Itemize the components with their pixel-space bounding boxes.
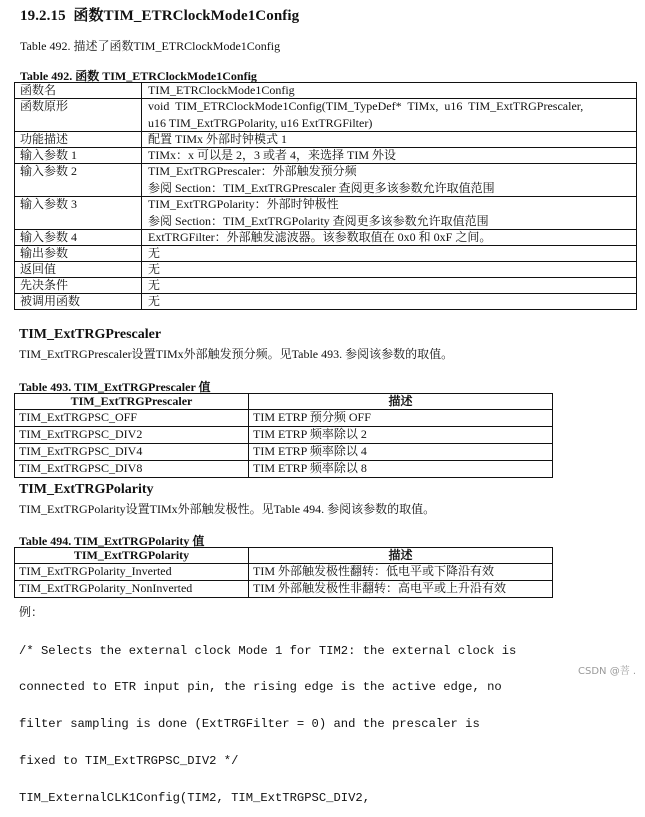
column-header: 描述 [249, 394, 553, 410]
value-name: TIM_ExtTRGPolarity_Inverted [15, 564, 249, 581]
example-label: 例： [19, 605, 44, 619]
value-name: TIM_ExtTRGPSC_DIV2 [15, 427, 249, 444]
row-key: 输入参数 1 [15, 148, 142, 164]
row-value-line: u16 TIM_ExtTRGPolarity, u16 ExtTRGFilter) [148, 116, 373, 130]
value-name: TIM_ExtTRGPSC_OFF [15, 410, 249, 427]
code-line: TIM_ExternalCLK1Config(TIM2, TIM_ExtTRGPSC_DIV2, [19, 791, 371, 806]
section-number: 19.2.15 [20, 8, 66, 24]
section-heading [20, 4, 299, 25]
value-description: TIM ETRP 频率除以 4 [249, 444, 553, 461]
code-line: /* Selects the external clock Mode 1 for TIM2: the external clock is [19, 643, 517, 658]
row-value-line: 参阅 Section：TIM_ExtTRGPolarity 查阅更多该参数允许取值范围 [148, 214, 489, 228]
row-value-line: TIM_ExtTRGPrescaler：外部触发预分频 [148, 164, 357, 178]
row-value-line: 无 [148, 246, 161, 260]
table-row [15, 246, 637, 262]
value-name: TIM_ExtTRGPSC_DIV8 [15, 461, 249, 478]
row-value [142, 278, 637, 294]
row-key: 被调用函数 [15, 294, 142, 310]
section-intro: Table 492. 描述了函数TIM_ETRClockMode1Config [20, 39, 281, 53]
table-row [15, 99, 637, 132]
row-value [142, 246, 637, 262]
table-row [15, 83, 637, 99]
table-row [15, 581, 553, 598]
table-row [15, 444, 553, 461]
row-key: 功能描述 [15, 132, 142, 148]
row-value [142, 132, 637, 148]
value-description: TIM ETRP 预分频 OFF [249, 410, 553, 427]
value-name: TIM_ExtTRGPolarity_NonInverted [15, 581, 249, 598]
row-key: 输入参数 4 [15, 230, 142, 246]
row-value-line: TIM_ExtTRGPolarity：外部时钟极性 [148, 197, 339, 211]
table-row [15, 461, 553, 478]
row-key: 函数名 [15, 83, 142, 99]
row-value-line: TIMx：x 可以是 2，3 或者 4，来选择 TIM 外设 [148, 148, 396, 162]
row-value-line: TIM_ETRClockMode1Config [148, 83, 295, 97]
example-code [19, 620, 516, 817]
row-key: 输出参数 [15, 246, 142, 262]
table-row [15, 230, 637, 246]
function-description-table [14, 82, 637, 310]
table-row [15, 278, 637, 294]
polarity-description: TIM_ExtTRGPolarity设置TIMx外部触发极性。见Table 494. 参阅该参数的取值。 [19, 502, 436, 516]
row-key: 返回值 [15, 262, 142, 278]
row-key: 输入参数 2 [15, 164, 142, 197]
row-value-line: void TIM_ETRClockMode1Config(TIM_TypeDef* TIMx, u16 TIM_ExtTRGPrescaler, [148, 99, 584, 113]
prescaler-description: TIM_ExtTRGPrescaler设置TIMx外部触发预分频。见Table 493. 参阅该参数的取值。 [19, 347, 454, 361]
row-key: 函数原形 [15, 99, 142, 132]
watermark: CSDN @菩 . [578, 666, 637, 677]
column-header: TIM_ExtTRGPolarity [15, 548, 249, 564]
row-value [142, 294, 637, 310]
value-description: TIM 外部触发极性翻转：低电平或下降沿有效 [249, 564, 553, 581]
row-value [142, 230, 637, 246]
table-row [15, 564, 553, 581]
row-value-line: 无 [148, 262, 161, 276]
value-name: TIM_ExtTRGPSC_DIV4 [15, 444, 249, 461]
row-key: 输入参数 3 [15, 197, 142, 230]
column-header: TIM_ExtTRGPrescaler [15, 394, 249, 410]
row-value [142, 164, 637, 197]
row-value-line: 配置 TIMx 外部时钟模式 1 [148, 132, 287, 146]
table-492-caption: Table 492. 函数 TIM_ETRClockMode1Config [20, 69, 257, 83]
code-line: filter sampling is done (ExtTRGFilter = 0) and the prescaler is [19, 717, 480, 732]
code-line: fixed to TIM_ExtTRGPSC_DIV2 */ [19, 754, 239, 769]
prescaler-values-table [14, 393, 553, 478]
value-description: TIM ETRP 频率除以 2 [249, 427, 553, 444]
row-value-line: 无 [148, 278, 161, 292]
table-header-row [15, 394, 553, 410]
table-row [15, 427, 553, 444]
row-value-line: 参阅 Section：TIM_ExtTRGPrescaler 查阅更多该参数允许取值范围 [148, 181, 495, 195]
table-row [15, 410, 553, 427]
table-row [15, 294, 637, 310]
table-493-caption: Table 493. TIM_ExtTRGPrescaler 值 [19, 380, 211, 394]
table-row [15, 164, 637, 197]
row-value-line: ExtTRGFilter：外部触发滤波器。该参数取值在 0x0 和 0xF 之间。 [148, 230, 492, 244]
section-title: 函数TIM_ETRClockMode1Config [73, 8, 300, 24]
row-value [142, 83, 637, 99]
value-description: TIM 外部触发极性非翻转：高电平或上升沿有效 [249, 581, 553, 598]
table-row [15, 132, 637, 148]
row-value [142, 197, 637, 230]
polarity-values-table [14, 547, 553, 598]
value-description: TIM ETRP 频率除以 8 [249, 461, 553, 478]
row-value [142, 99, 637, 132]
column-header: 描述 [249, 548, 553, 564]
row-value-line: 无 [148, 294, 161, 308]
polarity-heading: TIM_ExtTRGPolarity [19, 482, 154, 497]
table-494-caption: Table 494. TIM_ExtTRGPolarity 值 [19, 534, 205, 548]
row-value [142, 148, 637, 164]
row-key: 先决条件 [15, 278, 142, 294]
table-row [15, 197, 637, 230]
prescaler-heading: TIM_ExtTRGPrescaler [19, 327, 162, 342]
row-value [142, 262, 637, 278]
table-header-row [15, 548, 553, 564]
table-row [15, 148, 637, 164]
table-row [15, 262, 637, 278]
code-line: connected to ETR input pin, the rising edge is the active edge, no [19, 680, 502, 695]
